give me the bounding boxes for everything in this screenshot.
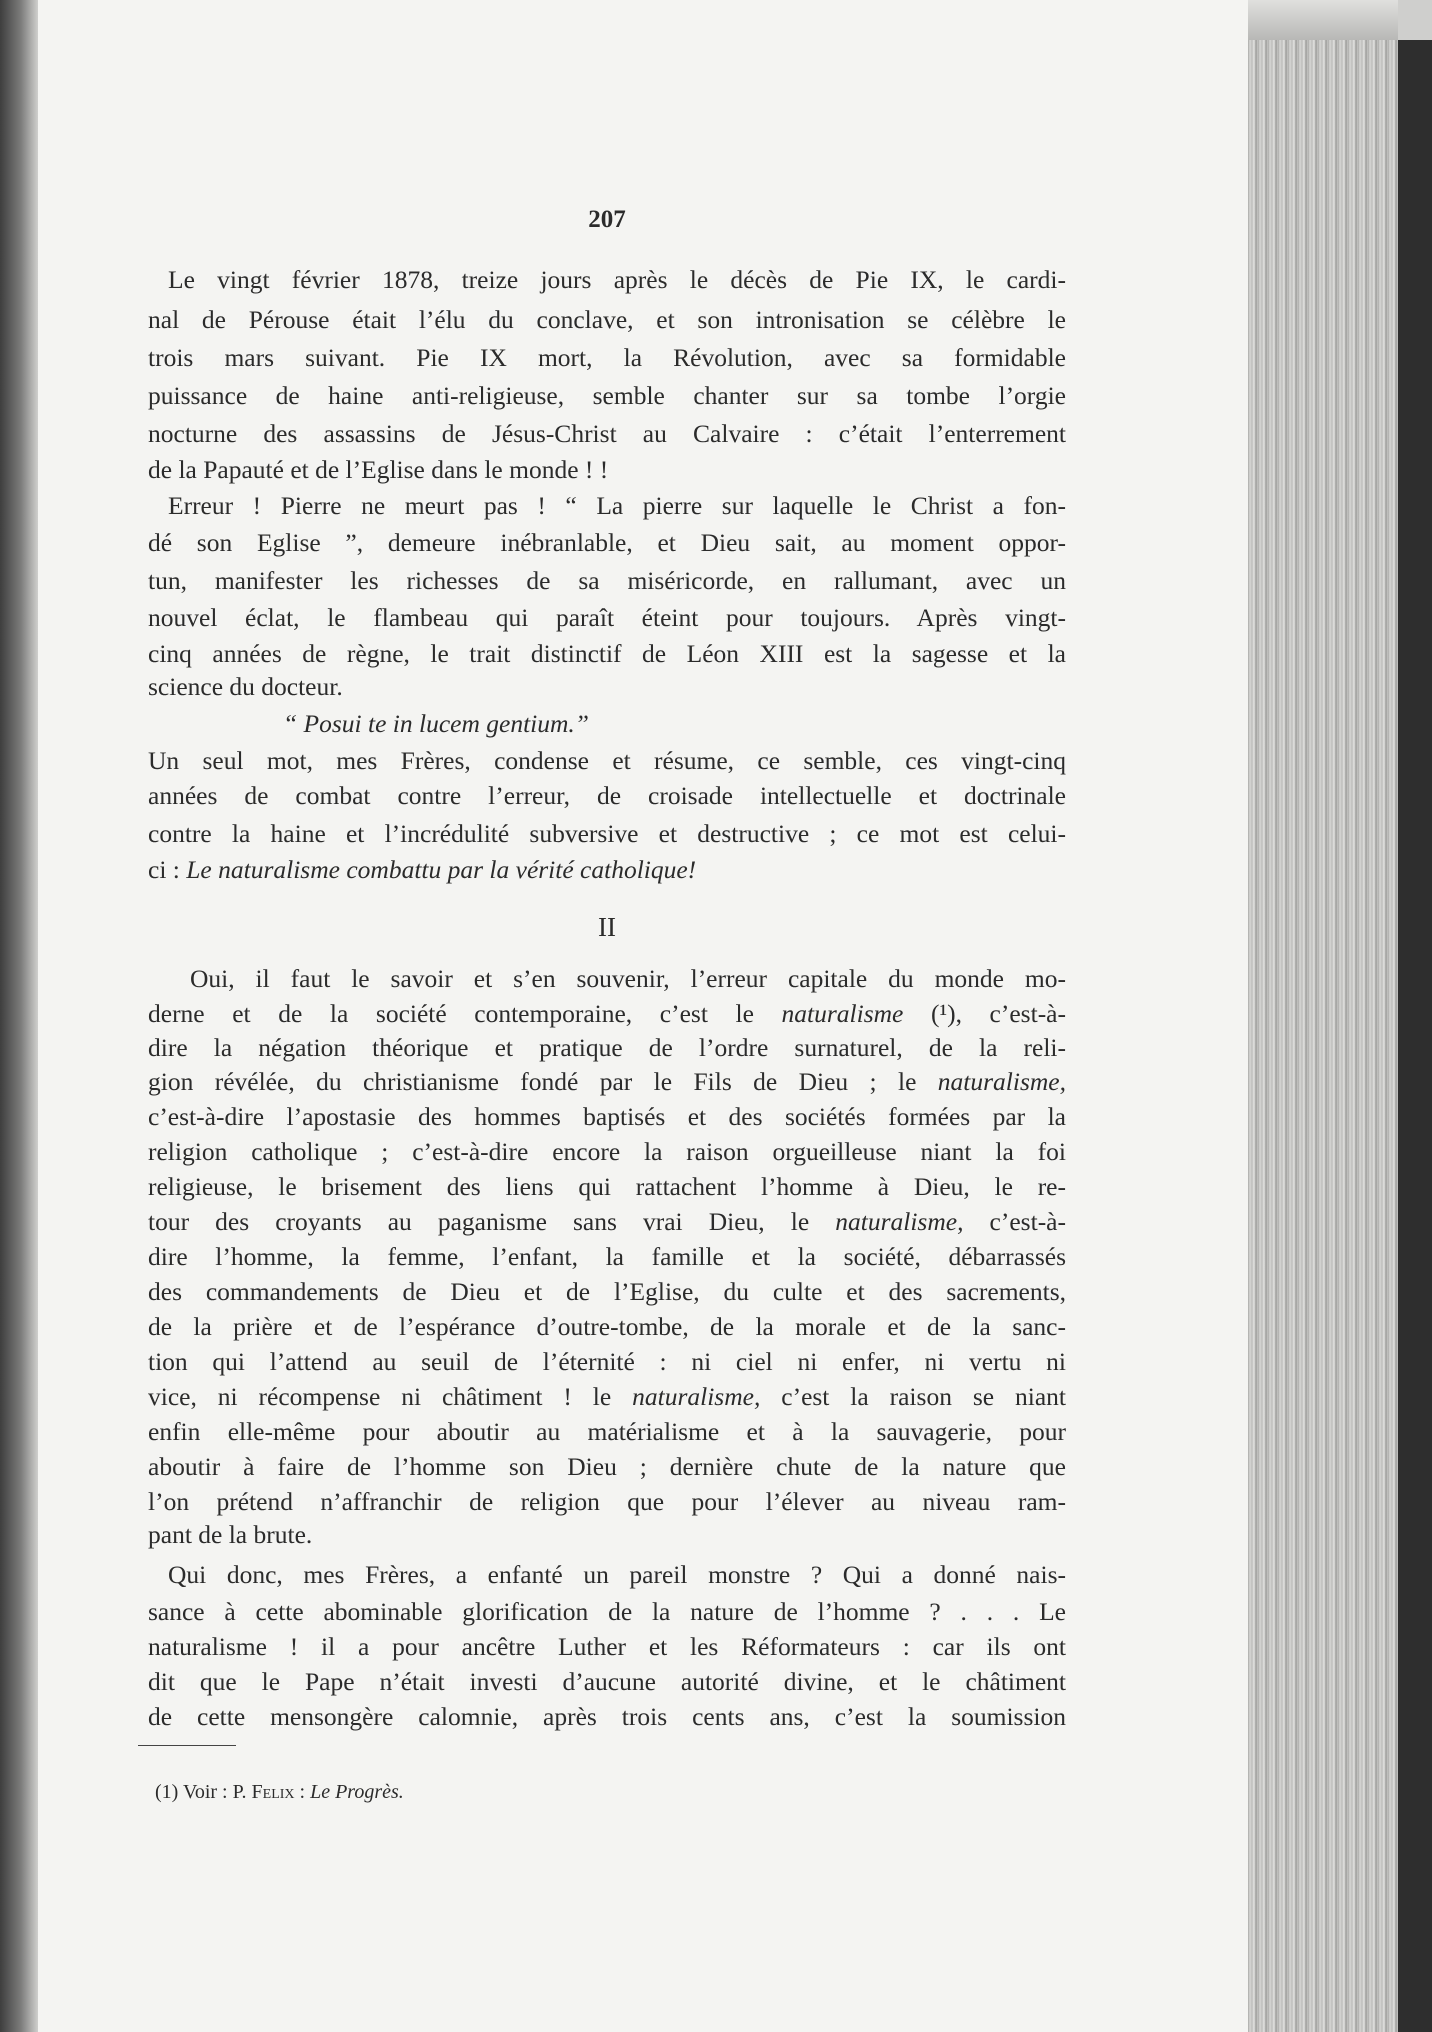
text-line: trois mars suivant. Pie IX mort, la Révolution, avec sa formidable xyxy=(148,343,1066,372)
text-fragment: tour des croyants au paganisme sans vrai Dieu, le xyxy=(148,1207,836,1236)
text-line: Oui, il faut le savoir et s’en souvenir, l’erreur capitale du monde mo- xyxy=(190,964,1066,993)
text-line: années de combat contre l’erreur, de croisade intellectuelle et doctrinale xyxy=(148,781,1066,810)
text-line: Erreur ! Pierre ne meurt pas ! “ La pierre sur laquelle le Christ a fon- xyxy=(168,491,1066,520)
text-line: des commandements de Dieu et de l’Eglise, du culte et des sacrements, xyxy=(148,1277,1066,1306)
text-line: cinq années de règne, le trait distinctif de Léon XIII est la sagesse et la xyxy=(148,639,1066,668)
text-line: tion qui l’attend au seuil de l’éternité : ni ciel ni enfer, ni vertu ni xyxy=(148,1347,1066,1376)
text-fragment: (1) Voir : P. xyxy=(155,1781,252,1803)
footnote-title: Le Progrès. xyxy=(310,1781,404,1803)
text-line xyxy=(148,997,1066,1031)
section-heading: II xyxy=(598,912,616,942)
text-line: Un seul mot, mes Frères, condense et résume, ce semble, ces vingt-cinq xyxy=(148,746,1066,775)
italic-text: naturalisme, xyxy=(632,1382,761,1411)
page-edges xyxy=(1248,40,1398,2032)
page-number: 207 xyxy=(588,206,626,233)
text-line: contre la haine et l’incrédulité subversive et destructive ; ce mot est celui- xyxy=(148,819,1066,848)
text-line: religion catholique ; c’est-à-dire encore la raison orgueilleuse niant la foi xyxy=(148,1137,1066,1166)
text-line: puissance de haine anti-religieuse, semble chanter sur sa tombe l’orgie xyxy=(148,381,1066,410)
text-line: enfin elle-même pour aboutir au matérialisme et à la sauvagerie, pour xyxy=(148,1417,1066,1446)
text-fragment: c’est-à- xyxy=(963,1207,1066,1236)
text-fragment: : xyxy=(294,1781,311,1803)
text-line: de cette mensongère calomnie, après trois cents ans, c’est la soumission xyxy=(148,1702,1066,1731)
text-line: science du docteur. xyxy=(148,672,343,701)
latin-quote: “ Posui te in lucem gentium.” xyxy=(283,709,589,738)
text-fragment: vice, ni récompense ni châtiment ! le xyxy=(148,1382,633,1411)
text-line: naturalisme ! il a pour ancêtre Luther et les Réformateurs : car ils ont xyxy=(148,1632,1066,1661)
text-line xyxy=(148,1065,1066,1099)
text-line: tun, manifester les richesses de sa miséricorde, en rallumant, avec un xyxy=(148,566,1066,595)
text-fragment: gion révélée, du christianisme fondé par le Fils de Dieu ; le xyxy=(148,1067,938,1096)
text-line xyxy=(148,853,1066,887)
book-spine-shadow xyxy=(0,0,38,2032)
text-line: dit que le Pape n’était investi d’aucune autorité divine, et le châtiment xyxy=(148,1667,1066,1696)
italic-text: naturalisme, xyxy=(937,1067,1066,1096)
text-line xyxy=(148,1205,1066,1239)
footnote-author: Felix xyxy=(251,1781,295,1803)
text-line: c’est-à-dire l’apostasie des hommes baptisés et des sociétés formées par la xyxy=(148,1102,1066,1131)
text-line: religieuse, le brisement des liens qui rattachent l’homme à Dieu, le re- xyxy=(148,1172,1066,1201)
text-line: Le vingt février 1878, treize jours après le décès de Pie IX, le cardi- xyxy=(168,265,1066,294)
italic-text: Le naturalisme combattu par la vérité catholique! xyxy=(186,855,697,884)
text-fragment: ci : xyxy=(148,855,187,884)
text-line: Qui donc, mes Frères, a enfanté un pareil monstre ? Qui a donné nais- xyxy=(168,1560,1066,1589)
text-line: dé son Eglise ”, demeure inébranlable, et Dieu sait, au moment oppor- xyxy=(148,528,1066,557)
text-line: de la Papauté et de l’Eglise dans le monde ! ! xyxy=(148,455,609,484)
text-line: aboutir à faire de l’homme son Dieu ; dernière chute de la nature que xyxy=(148,1452,1066,1481)
text-line: nocturne des assassins de Jésus-Christ au Calvaire : c’était l’enterrement xyxy=(148,419,1066,448)
background-top-right xyxy=(1398,0,1432,40)
text-line: nal de Pérouse était l’élu du conclave, et son intronisation se célèbre le xyxy=(148,305,1066,334)
text-fragment: derne et de la société contemporaine, c’est le xyxy=(148,999,782,1028)
page-edges-top xyxy=(1248,0,1398,40)
text-line: de la prière et de l’espérance d’outre-tombe, de la morale et de la sanc- xyxy=(148,1312,1066,1341)
footnote-rule xyxy=(138,1745,236,1746)
text-fragment: (¹), c’est-à- xyxy=(903,999,1066,1028)
background-right xyxy=(1398,40,1432,2032)
text-line: l’on prétend n’affranchir de religion que pour l’élever au niveau ram- xyxy=(148,1487,1066,1516)
text-line xyxy=(148,1380,1066,1414)
text-line: dire la négation théorique et pratique de l’ordre surnaturel, de la reli- xyxy=(148,1033,1066,1062)
text-line: sance à cette abominable glorification de la nature de l’homme ? . . . Le xyxy=(148,1597,1066,1626)
text-fragment: c’est la raison se niant xyxy=(760,1382,1066,1411)
text-line: pant de la brute. xyxy=(148,1520,313,1549)
text-line: dire l’homme, la femme, l’enfant, la famille et la société, débarrassés xyxy=(148,1242,1066,1271)
italic-text: naturalisme xyxy=(781,999,904,1028)
italic-text: naturalisme, xyxy=(835,1207,964,1236)
text-line: nouvel éclat, le flambeau qui paraît éteint pour toujours. Après vingt- xyxy=(148,603,1066,632)
footnote xyxy=(155,1776,404,1810)
